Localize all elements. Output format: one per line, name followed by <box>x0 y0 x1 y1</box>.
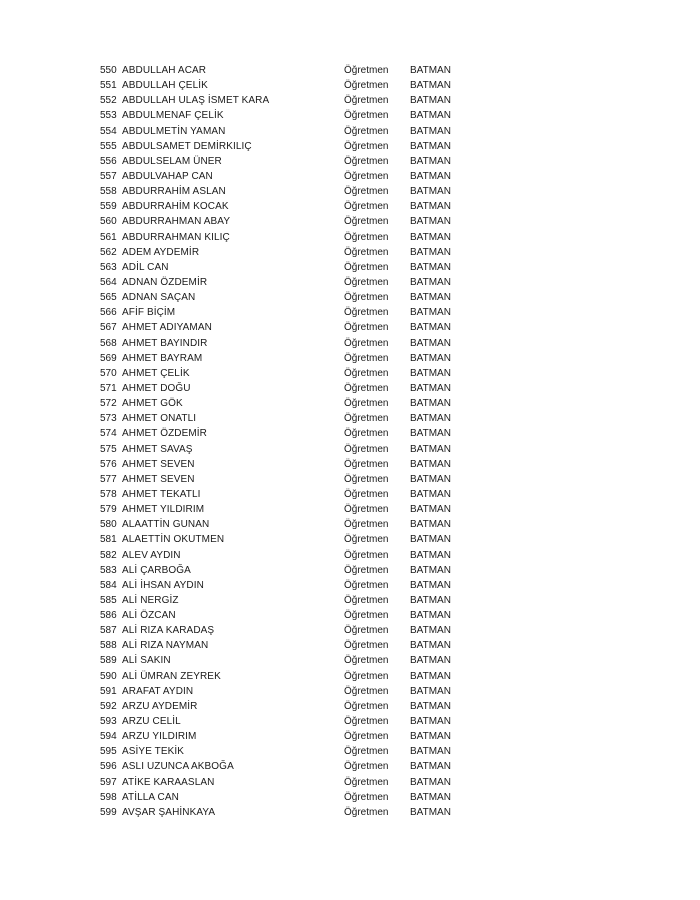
person-name: ALİ ÜMRAN ZEYREK <box>122 670 221 682</box>
person-name: AHMET ÖZDEMİR <box>122 428 208 440</box>
person-role: Öğretmen <box>344 700 389 712</box>
person-role: Öğretmen <box>344 610 389 622</box>
person-role: Öğretmen <box>344 776 389 788</box>
row-number: 591 <box>100 685 117 697</box>
row-number: 558 <box>100 186 117 198</box>
person-role: Öğretmen <box>344 398 389 410</box>
person-name: ABDULLAH ACAR <box>122 65 207 76</box>
list-row <box>100 411 480 426</box>
row-number: 596 <box>100 761 117 773</box>
person-role: Öğretmen <box>344 155 389 167</box>
row-number: 588 <box>100 640 117 652</box>
person-role: Öğretmen <box>344 579 389 591</box>
row-number: 576 <box>100 458 117 470</box>
person-name: AHMET GÖK <box>122 398 183 410</box>
person-role: Öğretmen <box>344 549 389 561</box>
person-name: AHMET BAYRAM <box>122 352 203 364</box>
person-city: BATMAN <box>410 579 451 591</box>
person-role: Öğretmen <box>344 731 389 743</box>
person-role: Öğretmen <box>344 458 389 470</box>
list-row <box>100 759 480 774</box>
person-role: Öğretmen <box>344 110 389 122</box>
row-number: 564 <box>100 276 117 288</box>
row-number: 589 <box>100 655 117 667</box>
person-city: BATMAN <box>410 594 451 606</box>
row-number: 582 <box>100 549 117 561</box>
person-city: BATMAN <box>410 549 451 561</box>
person-city: BATMAN <box>410 473 451 485</box>
person-city: BATMAN <box>410 443 451 455</box>
list-row <box>100 532 480 547</box>
person-role: Öğretmen <box>344 443 389 455</box>
person-role: Öğretmen <box>344 170 389 182</box>
person-city: BATMAN <box>410 80 451 92</box>
list-row <box>100 653 480 668</box>
list-row <box>100 305 480 320</box>
list-row <box>100 775 480 790</box>
row-number: 599 <box>100 806 117 818</box>
person-name: ALİ SAKIN <box>122 655 171 667</box>
list-row <box>100 108 480 123</box>
row-number: 580 <box>100 519 117 531</box>
person-city: BATMAN <box>410 488 451 500</box>
person-name: ABDULLAH ÇELİK <box>122 80 208 92</box>
person-city: BATMAN <box>410 216 451 228</box>
list-row <box>100 744 480 759</box>
row-number: 574 <box>100 428 117 440</box>
person-name: ASİYE TEKİK <box>122 746 185 758</box>
row-number: 566 <box>100 307 117 319</box>
list-row <box>100 351 480 366</box>
person-role: Öğretmen <box>344 640 389 652</box>
person-city: BATMAN <box>410 186 451 198</box>
person-role: Öğretmen <box>344 292 389 304</box>
person-city: BATMAN <box>410 110 451 122</box>
person-city: BATMAN <box>410 776 451 788</box>
person-role: Öğretmen <box>344 594 389 606</box>
person-role: Öğretmen <box>344 791 389 803</box>
row-number: 550 <box>100 65 117 76</box>
person-city: BATMAN <box>410 95 451 107</box>
list-row <box>100 169 480 184</box>
person-name: AFİF BİÇİM <box>122 307 176 319</box>
person-name: ABDURRAHİM KOCAK <box>122 201 229 213</box>
person-role: Öğretmen <box>344 488 389 500</box>
row-number: 578 <box>100 488 117 500</box>
person-role: Öğretmen <box>344 746 389 758</box>
list-row <box>100 320 480 335</box>
person-name: ARZU YILDIRIM <box>122 731 197 743</box>
person-city: BATMAN <box>410 746 451 758</box>
row-number: 595 <box>100 746 117 758</box>
list-row <box>100 593 480 608</box>
person-city: BATMAN <box>410 761 451 773</box>
list-row <box>100 548 480 563</box>
person-name: ABDULMENAF ÇELİK <box>122 110 224 122</box>
person-city: BATMAN <box>410 685 451 697</box>
row-number: 594 <box>100 731 117 743</box>
list-row <box>100 275 480 290</box>
list-row <box>100 230 480 245</box>
row-number: 579 <box>100 504 117 516</box>
person-role: Öğretmen <box>344 352 389 364</box>
person-name: ALİ RIZA KARADAŞ <box>122 625 215 637</box>
row-number: 593 <box>100 716 117 728</box>
person-name: ALİ RIZA NAYMAN <box>122 640 209 652</box>
person-role: Öğretmen <box>344 685 389 697</box>
person-city: BATMAN <box>410 504 451 516</box>
person-role: Öğretmen <box>344 806 389 818</box>
list-row <box>100 684 480 699</box>
list-row <box>100 608 480 623</box>
list-row <box>100 472 480 487</box>
person-city: BATMAN <box>410 170 451 182</box>
teacher-list <box>100 63 480 820</box>
person-role: Öğretmen <box>344 216 389 228</box>
person-role: Öğretmen <box>344 80 389 92</box>
person-role: Öğretmen <box>344 428 389 440</box>
list-row <box>100 426 480 441</box>
person-role: Öğretmen <box>344 95 389 107</box>
person-role: Öğretmen <box>344 625 389 637</box>
list-row <box>100 442 480 457</box>
row-number: 575 <box>100 443 117 455</box>
row-number: 561 <box>100 231 117 243</box>
person-name: ALİ ÇARBOĞA <box>122 564 191 576</box>
row-number: 557 <box>100 170 117 182</box>
row-number: 581 <box>100 534 117 546</box>
person-city: BATMAN <box>410 292 451 304</box>
row-number: 587 <box>100 625 117 637</box>
person-name: ALEV AYDIN <box>122 549 181 561</box>
list-row <box>100 336 480 351</box>
row-number: 577 <box>100 473 117 485</box>
row-number: 571 <box>100 382 117 394</box>
person-city: BATMAN <box>410 65 451 76</box>
person-role: Öğretmen <box>344 65 389 76</box>
person-city: BATMAN <box>410 640 451 652</box>
person-role: Öğretmen <box>344 382 389 394</box>
person-name: AHMET YILDIRIM <box>122 504 205 516</box>
person-name: ARZU AYDEMİR <box>122 700 198 712</box>
row-number: 568 <box>100 337 117 349</box>
person-name: AHMET SAVAŞ <box>122 443 193 455</box>
row-number: 567 <box>100 322 117 334</box>
person-city: BATMAN <box>410 231 451 243</box>
person-city: BATMAN <box>410 519 451 531</box>
person-city: BATMAN <box>410 625 451 637</box>
person-name: AVŞAR ŞAHİNKAYA <box>122 806 216 818</box>
person-role: Öğretmen <box>344 473 389 485</box>
list-row <box>100 124 480 139</box>
row-number: 572 <box>100 398 117 410</box>
row-number: 584 <box>100 579 117 591</box>
row-number: 565 <box>100 292 117 304</box>
row-number: 560 <box>100 216 117 228</box>
person-name: ADNAN SAÇAN <box>122 292 196 304</box>
list-row <box>100 805 480 820</box>
row-number: 555 <box>100 140 117 152</box>
person-name: ADNAN ÖZDEMİR <box>122 276 208 288</box>
person-role: Öğretmen <box>344 201 389 213</box>
person-name: AHMET SEVEN <box>122 458 195 470</box>
person-name: ALAATTİN GUNAN <box>122 519 210 531</box>
person-city: BATMAN <box>410 610 451 622</box>
person-role: Öğretmen <box>344 519 389 531</box>
person-name: AHMET DOĞU <box>122 382 191 394</box>
row-number: 563 <box>100 261 117 273</box>
person-city: BATMAN <box>410 716 451 728</box>
person-name: ARZU CELİL <box>122 716 181 728</box>
row-number: 569 <box>100 352 117 364</box>
person-name: AHMET TEKATLI <box>122 488 201 500</box>
person-name: ABDULSAMET DEMİRKILIÇ <box>122 140 252 152</box>
person-name: ABDURRAHİM ASLAN <box>122 186 226 198</box>
person-role: Öğretmen <box>344 125 389 137</box>
row-number: 583 <box>100 564 117 576</box>
person-city: BATMAN <box>410 458 451 470</box>
row-number: 592 <box>100 700 117 712</box>
row-number: 552 <box>100 95 117 107</box>
list-row <box>100 396 480 411</box>
person-city: BATMAN <box>410 337 451 349</box>
row-number: 551 <box>100 80 117 92</box>
list-row <box>100 638 480 653</box>
person-city: BATMAN <box>410 428 451 440</box>
row-number: 553 <box>100 110 117 122</box>
list-row <box>100 563 480 578</box>
person-name: ABDURRAHMAN ABAY <box>122 216 231 228</box>
person-role: Öğretmen <box>344 276 389 288</box>
person-name: ABDULMETİN YAMAN <box>122 125 226 137</box>
person-role: Öğretmen <box>344 716 389 728</box>
row-number: 586 <box>100 610 117 622</box>
person-city: BATMAN <box>410 261 451 273</box>
person-role: Öğretmen <box>344 761 389 773</box>
person-city: BATMAN <box>410 534 451 546</box>
list-row <box>100 714 480 729</box>
person-name: AHMET ONATLI <box>122 413 197 425</box>
person-city: BATMAN <box>410 413 451 425</box>
person-name: AHMET ÇELİK <box>122 367 190 379</box>
list-row <box>100 366 480 381</box>
person-name: ALİ İHSAN AYDIN <box>122 579 204 591</box>
row-number: 573 <box>100 413 117 425</box>
list-row <box>100 154 480 169</box>
person-city: BATMAN <box>410 670 451 682</box>
person-role: Öğretmen <box>344 307 389 319</box>
row-number: 597 <box>100 776 117 788</box>
person-role: Öğretmen <box>344 186 389 198</box>
row-number: 585 <box>100 594 117 606</box>
person-name: ATİKE KARAASLAN <box>122 776 215 788</box>
person-role: Öğretmen <box>344 534 389 546</box>
person-role: Öğretmen <box>344 246 389 258</box>
list-row <box>100 790 480 805</box>
person-city: BATMAN <box>410 564 451 576</box>
person-city: BATMAN <box>410 700 451 712</box>
person-name: ABDULLAH ULAŞ İSMET KARA <box>122 95 270 107</box>
person-role: Öğretmen <box>344 413 389 425</box>
person-city: BATMAN <box>410 246 451 258</box>
person-name: ATİLLA CAN <box>122 791 179 803</box>
row-number: 554 <box>100 125 117 137</box>
row-number: 598 <box>100 791 117 803</box>
list-row <box>100 517 480 532</box>
person-role: Öğretmen <box>344 231 389 243</box>
row-number: 570 <box>100 367 117 379</box>
list-row <box>100 199 480 214</box>
row-number: 590 <box>100 670 117 682</box>
person-city: BATMAN <box>410 806 451 818</box>
person-city: BATMAN <box>410 731 451 743</box>
person-name: AHMET BAYINDIR <box>122 337 208 349</box>
person-city: BATMAN <box>410 352 451 364</box>
person-role: Öğretmen <box>344 322 389 334</box>
person-role: Öğretmen <box>344 655 389 667</box>
list-row <box>100 78 480 93</box>
person-role: Öğretmen <box>344 504 389 516</box>
row-number: 562 <box>100 246 117 258</box>
person-city: BATMAN <box>410 322 451 334</box>
person-city: BATMAN <box>410 201 451 213</box>
list-row <box>100 699 480 714</box>
list-row <box>100 139 480 154</box>
list-row <box>100 245 480 260</box>
person-name: ADEM AYDEMİR <box>122 246 200 258</box>
person-name: ABDULSELAM ÜNER <box>122 155 222 167</box>
row-number: 559 <box>100 201 117 213</box>
list-row <box>100 184 480 199</box>
person-name: ALAETTİN OKUTMEN <box>122 534 225 546</box>
list-row <box>100 669 480 684</box>
list-row <box>100 260 480 275</box>
person-city: BATMAN <box>410 367 451 379</box>
person-city: BATMAN <box>410 398 451 410</box>
list-row <box>100 214 480 229</box>
person-name: ARAFAT AYDIN <box>122 685 194 697</box>
list-row <box>100 290 480 305</box>
person-name: AHMET SEVEN <box>122 473 195 485</box>
list-row <box>100 578 480 593</box>
list-row <box>100 502 480 517</box>
person-role: Öğretmen <box>344 261 389 273</box>
person-city: BATMAN <box>410 155 451 167</box>
list-row <box>100 623 480 638</box>
person-role: Öğretmen <box>344 670 389 682</box>
row-number: 556 <box>100 155 117 167</box>
list-row <box>100 457 480 472</box>
list-row <box>100 93 480 108</box>
person-city: BATMAN <box>410 382 451 394</box>
person-role: Öğretmen <box>344 564 389 576</box>
person-name: ASLI UZUNCA AKBOĞA <box>122 761 234 773</box>
person-name: ALİ ÖZCAN <box>122 610 176 622</box>
person-city: BATMAN <box>410 125 451 137</box>
person-name: AHMET ADIYAMAN <box>122 322 212 334</box>
person-name: ALİ NERGİZ <box>122 594 179 606</box>
person-city: BATMAN <box>410 791 451 803</box>
person-role: Öğretmen <box>344 337 389 349</box>
person-role: Öğretmen <box>344 367 389 379</box>
person-name: ADİL CAN <box>122 261 169 273</box>
list-row <box>100 487 480 502</box>
list-row <box>100 63 480 78</box>
person-city: BATMAN <box>410 307 451 319</box>
person-name: ABDURRAHMAN KILIÇ <box>122 231 230 243</box>
person-role: Öğretmen <box>344 140 389 152</box>
person-city: BATMAN <box>410 140 451 152</box>
list-row <box>100 729 480 744</box>
person-city: BATMAN <box>410 655 451 667</box>
list-row <box>100 381 480 396</box>
person-name: ABDULVAHAP CAN <box>122 170 213 182</box>
person-city: BATMAN <box>410 276 451 288</box>
